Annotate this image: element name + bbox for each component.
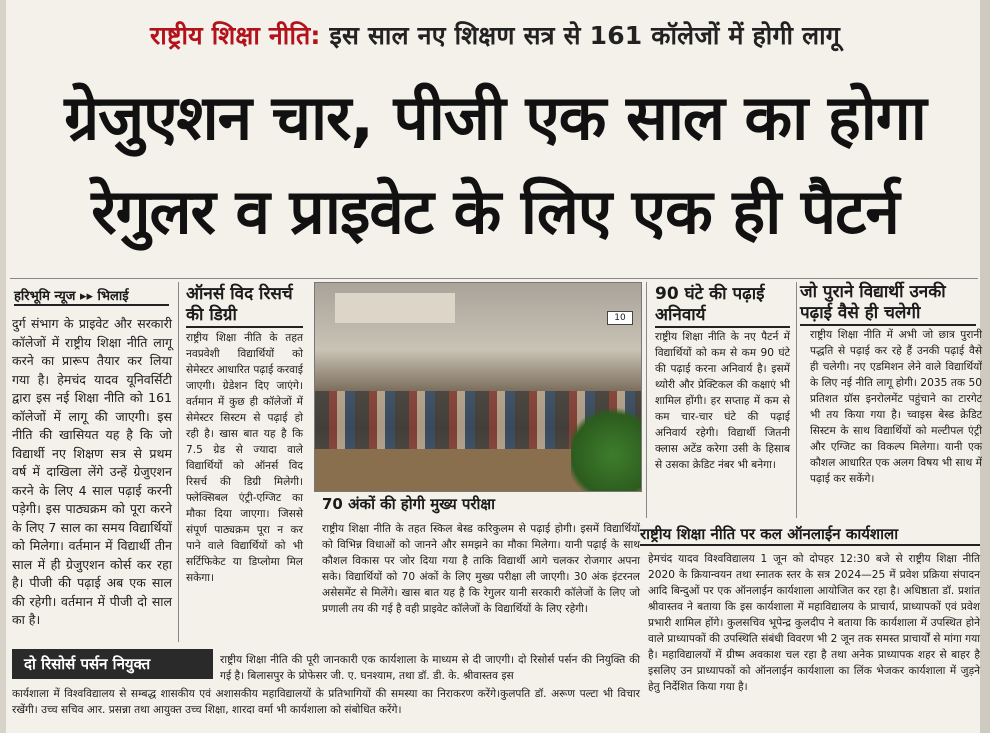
headline-divider [10,278,978,279]
honours-heading: ऑनर्स विद रिसर्च की डिग्री [186,284,303,328]
hours90-text: राष्ट्रीय शिक्षा नीति के नए पैटर्न में विद्यार्थियों को कम से कम 90 घंटे की पढ़ाई करना अनिवार्य है। इसमें थ्योरी और प्रेक्टिकल की कक्षाएं भी शामिल होंगी। हर सप्ताह में कम से कम चार-चार घंटे की पढ़ाई अनिवार्य रहेगी। विद्यार्थी जितनी क्लास अटेंड करेगा उसी के हिसाब से उसका क्रेडिट नंबर भी बनेगा। [655,331,790,471]
lead-paragraph: दुर्ग संभाग के प्राइवेट और सरकारी कॉलेजों में राष्ट्रीय शिक्षा नीति लागू करने का प्रारूप तैयार कर लिया गया है। हेमचंद यादव यूनिवर्सिटी द्वारा इस नई शिक्षा नीति को 161 कॉलेजों में लागू की जाएगी। इस नीति की खासियत यह है कि जो विद्यार्थी नए शिक्षण सत्र से प्रथम वर्ष में दाखिला लेंगे उन्हें ग्रेजुएशन करने के लिए 4 साल पढ़ाई करनी पड़ेगी। इस पाठ्यक्रम को पूरा करने के लिए 7 साल का समय विद्यार्थियों को मिलेगा। वर्तमान में विद्यार्थी तीन साल में ही ग्रेजुएशन कोर्स कर रहा है। पीजी की पढ़ाई अब एक साल की रहेगी। वर्तमान में पीजी दो साल का है। [12,316,172,627]
photo-sign: 10 [607,311,633,325]
resource-text-1: राष्ट्रीय शिक्षा नीति की पूरी जानकारी एक कार्यशाला के माध्यम से दी जाएगी। दो रिसोर्स पर्सन की नियुक्ति की गई है। बिलासपुर के प्रोफेसर जी. ए. घनश्याम, तथा डॉ. डी. के. श्रीवास्तव इस [220,654,640,682]
kicker [0,18,990,52]
kicker-text: इस साल नए शिक्षण सत्र से 161 कॉलेजों में होगी लागू [329,21,841,50]
exam70-text: राष्ट्रीय शिक्षा नीति के तहत स्किल बेस्ड करिकुलम से पढ़ाई होगी। इसमें विद्यार्थियों को विभिन्न विधाओं को जानने और समझने का मौका मिलेगा। यानी पढ़ाई के साथ कौशल विकास पर जोर दिया गया है ताकि विद्यार्थी आगे चलकर रोजगार अपना सके। विद्यार्थियों को 70 अंकों के लिए मुख्य परीक्षा ली जाएगी। 30 अंक इंटरनल असेसमेंट से मिलेंगे। खास बात यह है कि रेगुलर यानी सरकारी कॉलेजों के लिए जो प्रणाली तय की गई है वही प्राइवेट कॉलेजों के विद्यार्थियों के लिए रहेगी। [322,523,640,615]
resource-badge: दो रिसोर्स पर्सन नियुक्त [12,649,213,679]
oldstudents-heading: जो पुराने विद्यार्थी उनकी पढ़ाई वैसे ही चलेगी [800,282,976,326]
workshop-heading: राष्ट्रीय शिक्षा नीति पर कल ऑनलाईन कार्यशाला [640,524,980,546]
exam70-heading: 70 अंकों की होगी मुख्य परीक्षा [322,495,496,513]
byline: हरिभूमि न्यूज ▸▸ भिलाई [14,286,169,306]
resource-text-2: कार्यशाला में विश्वविद्यालय से सम्बद्ध शासकीय एवं अशासकीय महाविद्यालयों के प्रतिभागियों की समस्या का निराकरण करेंगे।कुलपति डॉ. अरूण पल्टा भी विचार रखेंगी। उच्च सचिव आर. प्रसन्ना तथा आयुक्त उच्च शिक्षा, शारदा वर्मा भी कार्यशाला को संबोधित करेंगे। [12,688,640,716]
column-divider-3 [796,282,797,518]
photo-wall [335,293,455,323]
workshop-text: हेमचंद यादव विश्वविद्यालय 1 जून को दोपहर 12:30 बजे से राष्ट्रीय शिक्षा नीति 2020 के क्रियान्वयन तथा स्नातक स्तर के सत्र 2024—25 में प्रवेश प्रक्रिया संपादन आदि बिन्दुओं पर एक ऑनलाईन कार्यशाला आयोजित कर रहा है। अधिष्ठाता डॉ. प्रशांत श्रीवास्तव ने बताया कि इस कार्यशाला में महाविद्यालय के प्राचार्य, प्राध्यापकों एवं प्रवेश प्रभारी शामिल होंगे। कुलसचिव भूपेन्द्र कुलदीप ने बताया कि कार्यशाला में उपस्थित होने वाले प्राध्यापकों की उपस्थिति संबंधी विवरण भी 2 जून तक समस्त प्राचार्यों से मांगा गया है। महाविद्यालयों में ग्रीष्म अवकाश चल रहा है तथा अनेक प्राध्यापक शहर से बाहर है इसलिए उन प्राध्यापकों को ऑनलाईन कार्यशाला का लिंक भेजकर कार्यशाला में जुड़ने हेतु निर्देशित किया गया है। [648,553,980,693]
photo-plant [571,401,641,491]
honours-text: राष्ट्रीय शिक्षा नीति के तहत नवप्रवेशी विद्यार्थियों को सेमेस्टर आधारित पढ़ाई करवाई जाएगी। ग्रेडेशन दिए जाएंगे। वर्तमान में कुछ ही कॉलेजों में सेमेस्टर सिस्टम से पढ़ाई हो रही है। खास बात यह है कि 7.5 ग्रेड से ज्यादा वाले विद्यार्थियों को ऑनर्स विद रिसर्च की डिग्री मिलेगी। फ्लेक्सिबल एंट्री-एग्जिट का मौका दिया जाएगा। जिससे संपूर्ण पाठ्यक्रम पूरा न कर पाने वाले विद्यार्थियों को भी सर्टिफिकेट या डिप्लोमा मिल सकेगा। [186,332,303,584]
column-divider-2 [646,282,647,518]
oldstudents-text: राष्ट्रीय शिक्षा नीति में अभी जो छात्र पुरानी पद्धति से पढ़ाई कर रहे हैं उनकी पढ़ाई वैसे ही चलेगी। नए एडमिशन लेने वाले विद्यार्थियों के लिए नई नीति लागू होगी। 2035 तक 50 प्रतिशत ग्रॉस इनरोलमेंट पहुंचाने का टारगेट भी तय किया गया है। च्वाइस बेस्ड क्रेडिट सिस्टम के साथ विद्यार्थियों को मल्टीपल एंट्री और एग्जिट का विकल्प मिलेगा। यानी एक कौशल आधारित एक अलग विषय भी साथ में पढ़ाई कर सकेंगे। [810,329,982,485]
kicker-label: राष्ट्रीय शिक्षा नीति: [149,21,321,50]
headline-line-2: रेगुलर व प्राइवेट के लिए एक ही पैटर्न [91,175,899,248]
headline-line-1: ग्रेजुएशन चार, पीजी एक साल का होगा [64,81,926,154]
hours90-heading: 90 घंटे की पढ़ाई अनिवार्य [655,284,790,328]
column-divider-1 [178,282,179,642]
news-photo [314,282,642,492]
